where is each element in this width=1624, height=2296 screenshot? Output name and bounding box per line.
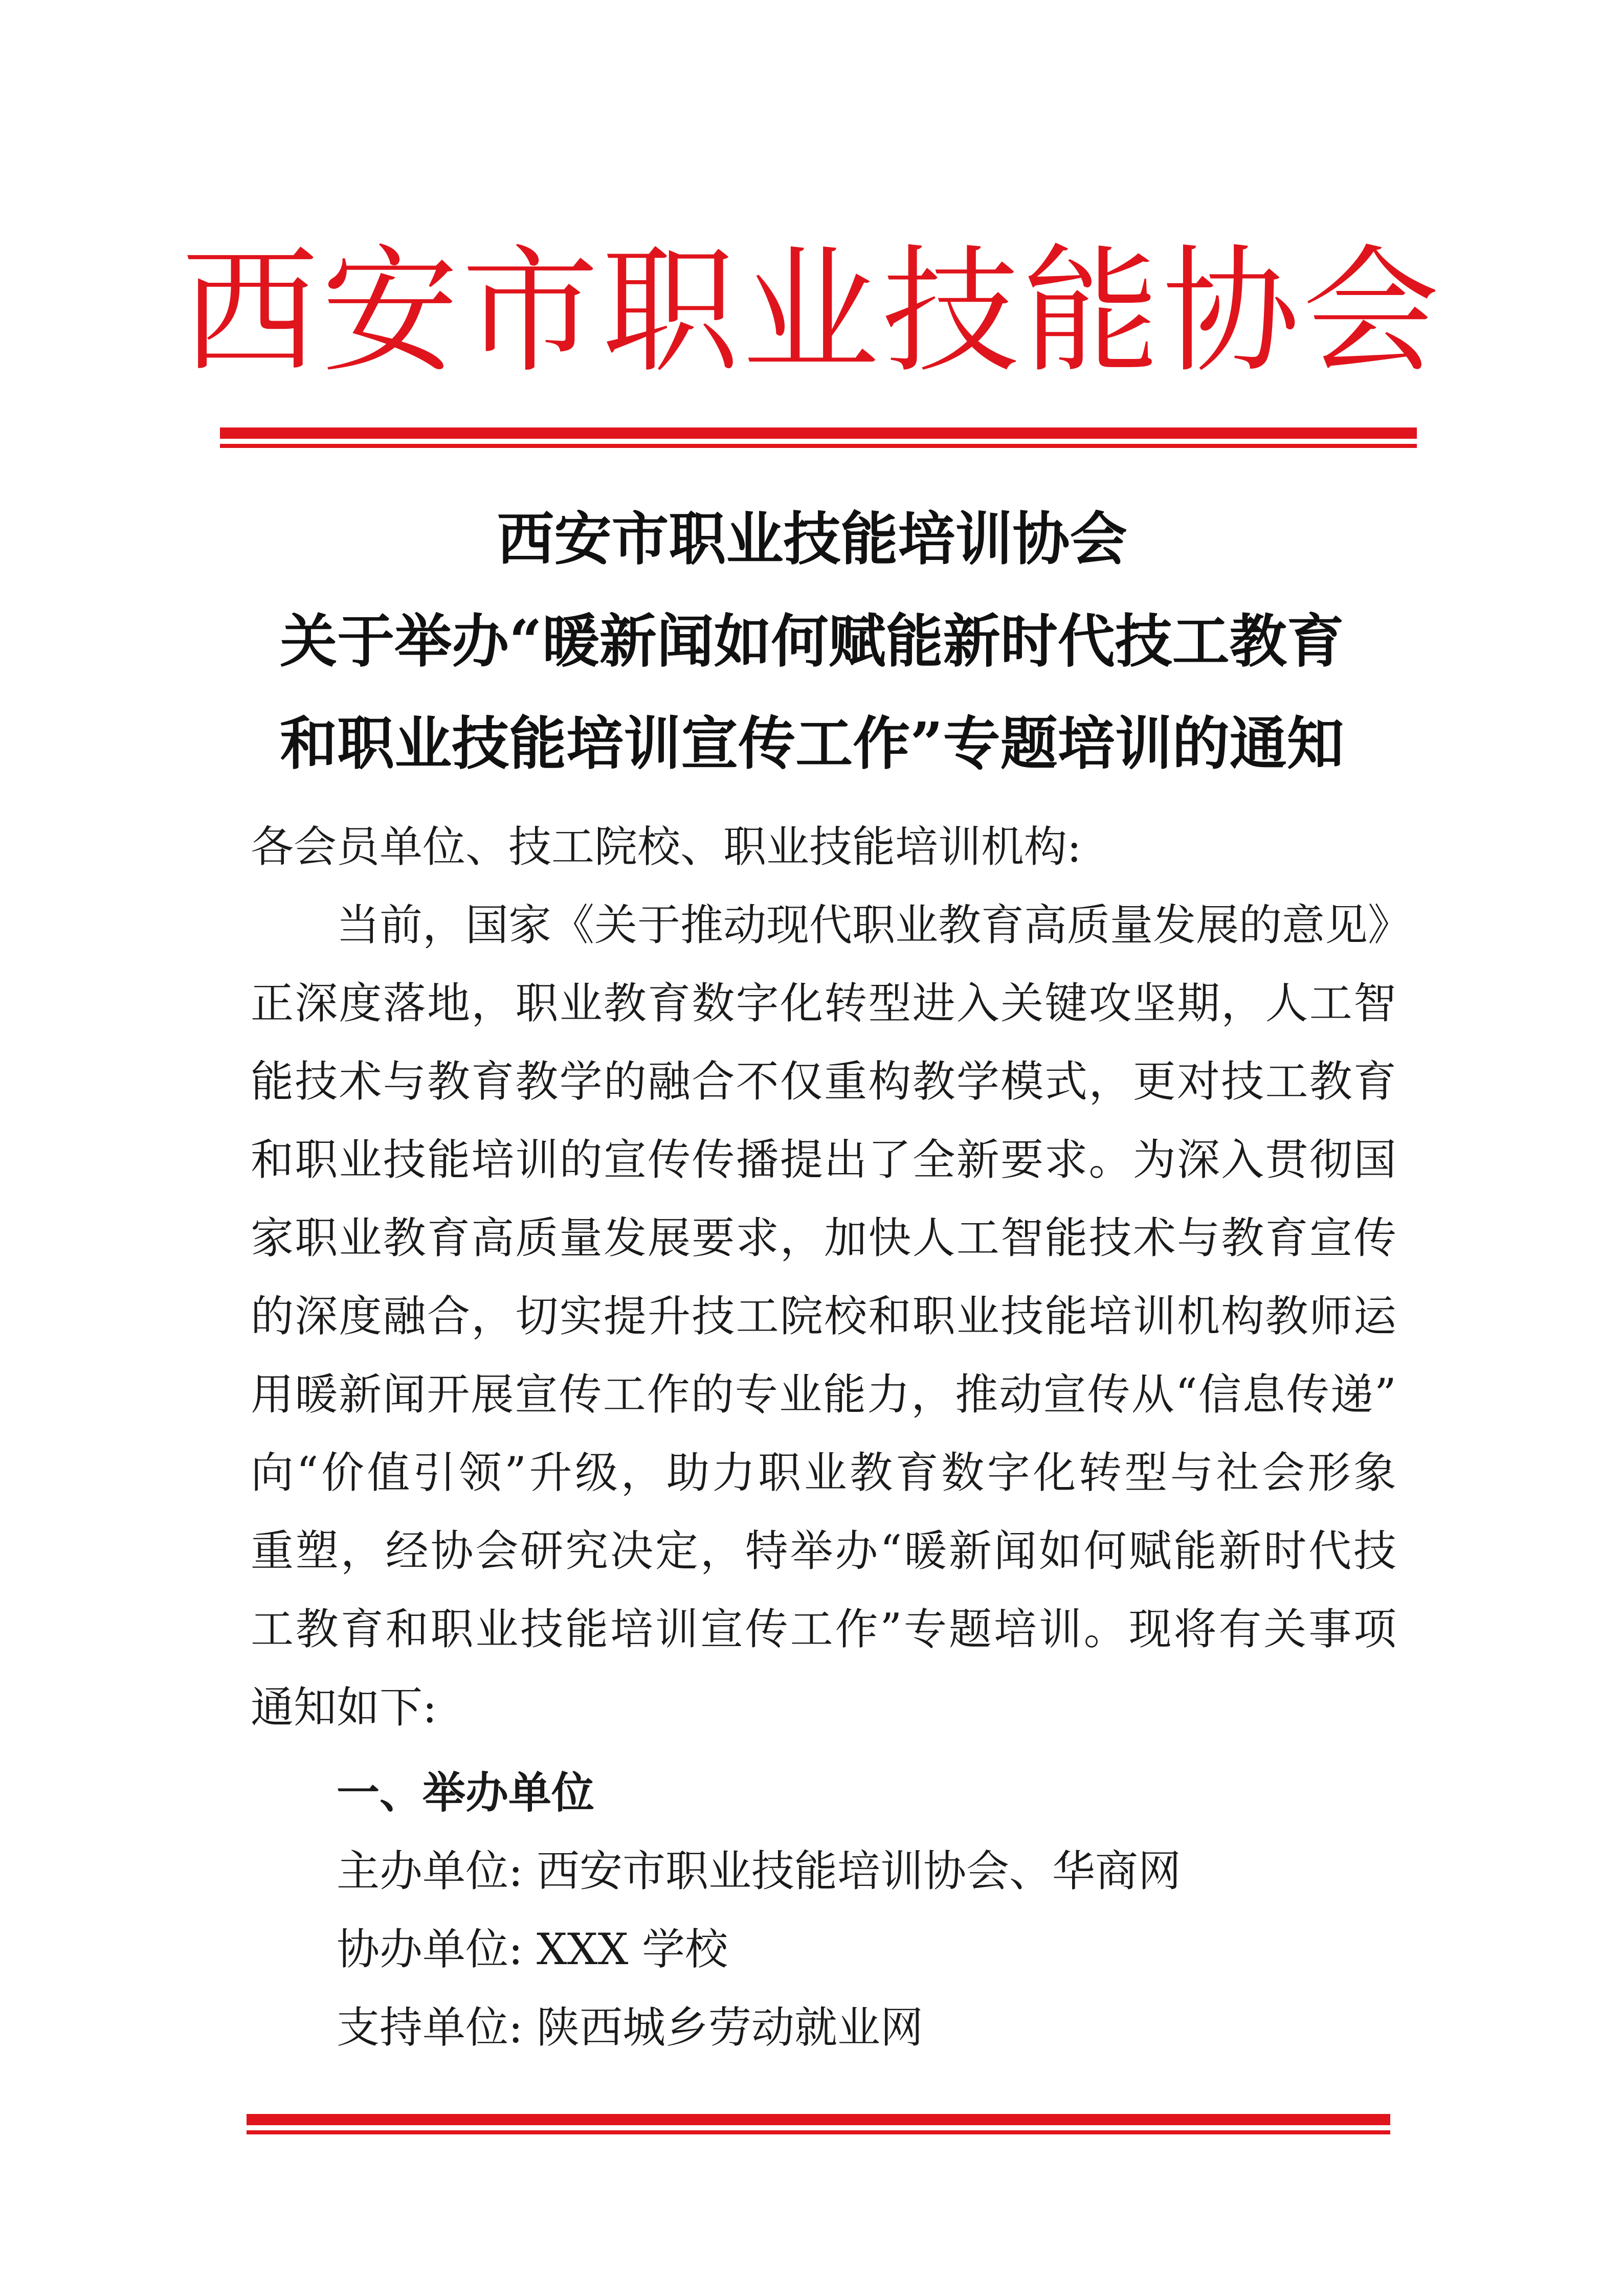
paragraph-line: 家职业教育高质量发展要求，加快人工智能技术与教育宣传: [251, 1213, 1396, 1263]
paragraph-line: 正深度落地，职业教育数字化转型进入关键攻坚期，人工智: [251, 978, 1396, 1028]
paragraph-line: 和职业技能培训的宣传传播提出了全新要求。为深入贯彻国: [251, 1135, 1396, 1185]
title-line-1: 西安市职业技能培训协会: [497, 506, 1127, 573]
paragraph-line: 通知如下:: [251, 1682, 437, 1732]
section-heading-organizers: 一、举办单位: [337, 1768, 595, 1818]
host-unit: 主办单位: 西安市职业技能培训协会、华商网: [337, 1846, 1182, 1896]
title-line-2: 关于举办“暖新闻如何赋能新时代技工教育: [280, 608, 1344, 675]
paragraph-line: 向“价值引领”升级，助力职业教育数字化转型与社会形象: [251, 1448, 1396, 1498]
support-unit: 支持单位: 陕西城乡劳动就业网: [337, 2002, 924, 2053]
paragraph-line: 重塑，经协会研究决定，特举办“暖新闻如何赋能新时代技: [251, 1526, 1396, 1576]
paragraph-line: 工教育和职业技能培训宣传工作”专题培训。现将有关事项: [251, 1604, 1396, 1654]
title-line-3: 和职业技能培训宣传工作”专题培训的通知: [280, 710, 1344, 777]
notice-body: [251, 808, 1411, 2067]
paragraph-line: 的深度融合，切实提升技工院校和职业技能培训机构教师运: [251, 1291, 1396, 1341]
paragraph-line: 当前，国家《关于推动现代职业教育高质量发展的意见》: [251, 900, 1411, 950]
paragraph-line: 能技术与教育教学的融合不仅重构教学模式，更对技工教育: [251, 1056, 1396, 1107]
notice-title: [0, 488, 1624, 795]
salutation: 各会员单位、技工院校、职业技能培训机构:: [251, 822, 1082, 872]
paragraph-line: 用暖新闻开展宣传工作的专业能力，推动宣传从“信息传递”: [251, 1369, 1396, 1420]
co-host-unit: 协办单位: XXX 学校: [337, 1924, 728, 1974]
bottom-red-divider: [247, 2114, 1390, 2134]
intro-paragraph: [251, 886, 1411, 1747]
top-red-divider: [220, 427, 1417, 448]
masthead-org-name: 西安市职业技能协会: [181, 232, 1443, 392]
